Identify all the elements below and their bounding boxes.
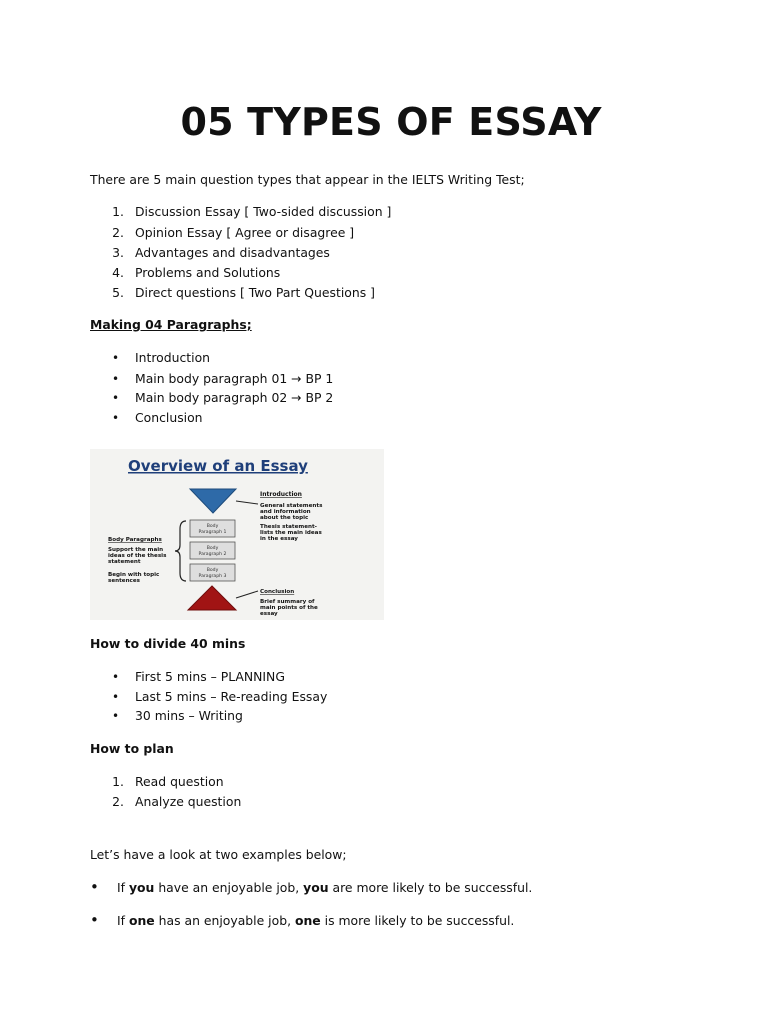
example-text: are more likely to be successful. — [328, 880, 533, 895]
example-text: is more likely to be successful. — [320, 913, 515, 928]
plan-heading: How to plan — [90, 741, 174, 756]
example-text: have an enjoyable job, — [154, 880, 304, 895]
list-item: Advantages and disadvantages — [135, 245, 330, 260]
page-title: 05 TYPES OF ESSAY — [180, 100, 602, 144]
paragraphs-heading: Making 04 Paragraphs; — [90, 317, 252, 332]
list-item: Read question — [135, 774, 224, 789]
list-item: Problems and Solutions — [135, 265, 281, 280]
list-item: Discussion Essay [ Two-sided discussion ] — [135, 204, 392, 219]
bullet-icon: • — [112, 351, 120, 365]
intro-line: General statements — [260, 503, 323, 509]
conclusion-line: essay — [260, 611, 278, 617]
introduction-triangle — [190, 489, 236, 513]
conclusion-heading: Conclusion — [260, 589, 295, 595]
list-item: Last 5 mins – Re-reading Essay — [135, 689, 328, 704]
bullet-icon: • — [112, 391, 120, 405]
example-sentence — [117, 913, 514, 929]
example-emphasis: one — [128, 913, 155, 928]
conclusion-triangle — [188, 586, 236, 610]
list-item: Direct questions [ Two Part Questions ] — [135, 285, 375, 300]
list-item: First 5 mins – PLANNING — [135, 669, 285, 684]
intro-heading: Introduction — [260, 491, 302, 498]
intro-line: about the topic — [260, 515, 309, 521]
pointer-line — [236, 501, 258, 504]
list-number: 3. — [112, 245, 124, 260]
example-text: has an enjoyable job, — [154, 913, 295, 928]
box-line: Body — [206, 524, 219, 529]
list-item: Main body paragraph 01 → BP 1 — [135, 371, 334, 386]
example-text: If — [117, 913, 129, 928]
example-emphasis: one — [294, 913, 321, 928]
conclusion-line: Brief summary of — [260, 599, 315, 605]
list-number: 2. — [112, 225, 124, 240]
body-line: ideas of the thesis — [108, 553, 167, 559]
list-item: Conclusion — [135, 410, 203, 425]
bullet-icon: • — [112, 709, 120, 723]
thesis-line: Thesis statement- — [260, 524, 317, 530]
box-line: Body — [206, 546, 219, 551]
box-line: Body — [206, 568, 219, 573]
list-item: Main body paragraph 02 → BP 2 — [135, 390, 334, 405]
list-item: Introduction — [135, 350, 211, 365]
example-sentence — [117, 880, 532, 896]
figure-title: Overview of an Essay — [128, 457, 308, 475]
list-number: 2. — [112, 794, 124, 809]
box-line: Paragraph 1 — [198, 530, 227, 535]
begin-line: Begin with topic — [108, 572, 160, 578]
example-emphasis: you — [303, 880, 329, 895]
box-line: Paragraph 2 — [198, 552, 227, 557]
bullet-icon: • — [112, 670, 120, 684]
thesis-line: in the essay — [260, 536, 298, 542]
list-item: Analyze question — [135, 794, 242, 809]
body-line: statement — [108, 559, 141, 565]
list-number: 1. — [112, 204, 124, 219]
list-number: 1. — [112, 774, 124, 789]
bullet-icon: • — [112, 372, 120, 386]
example-emphasis: you — [128, 880, 155, 895]
bullet-icon: • — [112, 690, 120, 704]
intro-line: and information — [260, 509, 311, 515]
begin-line: sentences — [108, 578, 140, 584]
thesis-line: lists the main ideas — [260, 530, 322, 536]
box-line: Paragraph 3 — [198, 574, 227, 579]
list-item: Opinion Essay [ Agree or disagree ] — [135, 225, 355, 240]
time-heading: How to divide 40 mins — [90, 636, 246, 651]
example-text: If — [117, 880, 129, 895]
pointer-line — [236, 591, 258, 598]
list-item: 30 mins – Writing — [135, 708, 243, 723]
bullet-icon: • — [90, 878, 99, 896]
essay-overview-figure — [90, 449, 384, 620]
list-number: 4. — [112, 265, 124, 280]
brace-icon — [175, 521, 186, 581]
body-line: Support the main — [108, 547, 164, 553]
examples-intro: Let’s have a look at two examples below; — [90, 847, 347, 862]
conclusion-line: main points of the — [260, 605, 318, 611]
list-number: 5. — [112, 285, 124, 300]
bullet-icon: • — [90, 911, 99, 929]
body-heading: Body Paragraphs — [108, 537, 162, 543]
intro-text: There are 5 main question types that appear in the IELTS Writing Test; — [90, 172, 525, 187]
bullet-icon: • — [112, 411, 120, 425]
